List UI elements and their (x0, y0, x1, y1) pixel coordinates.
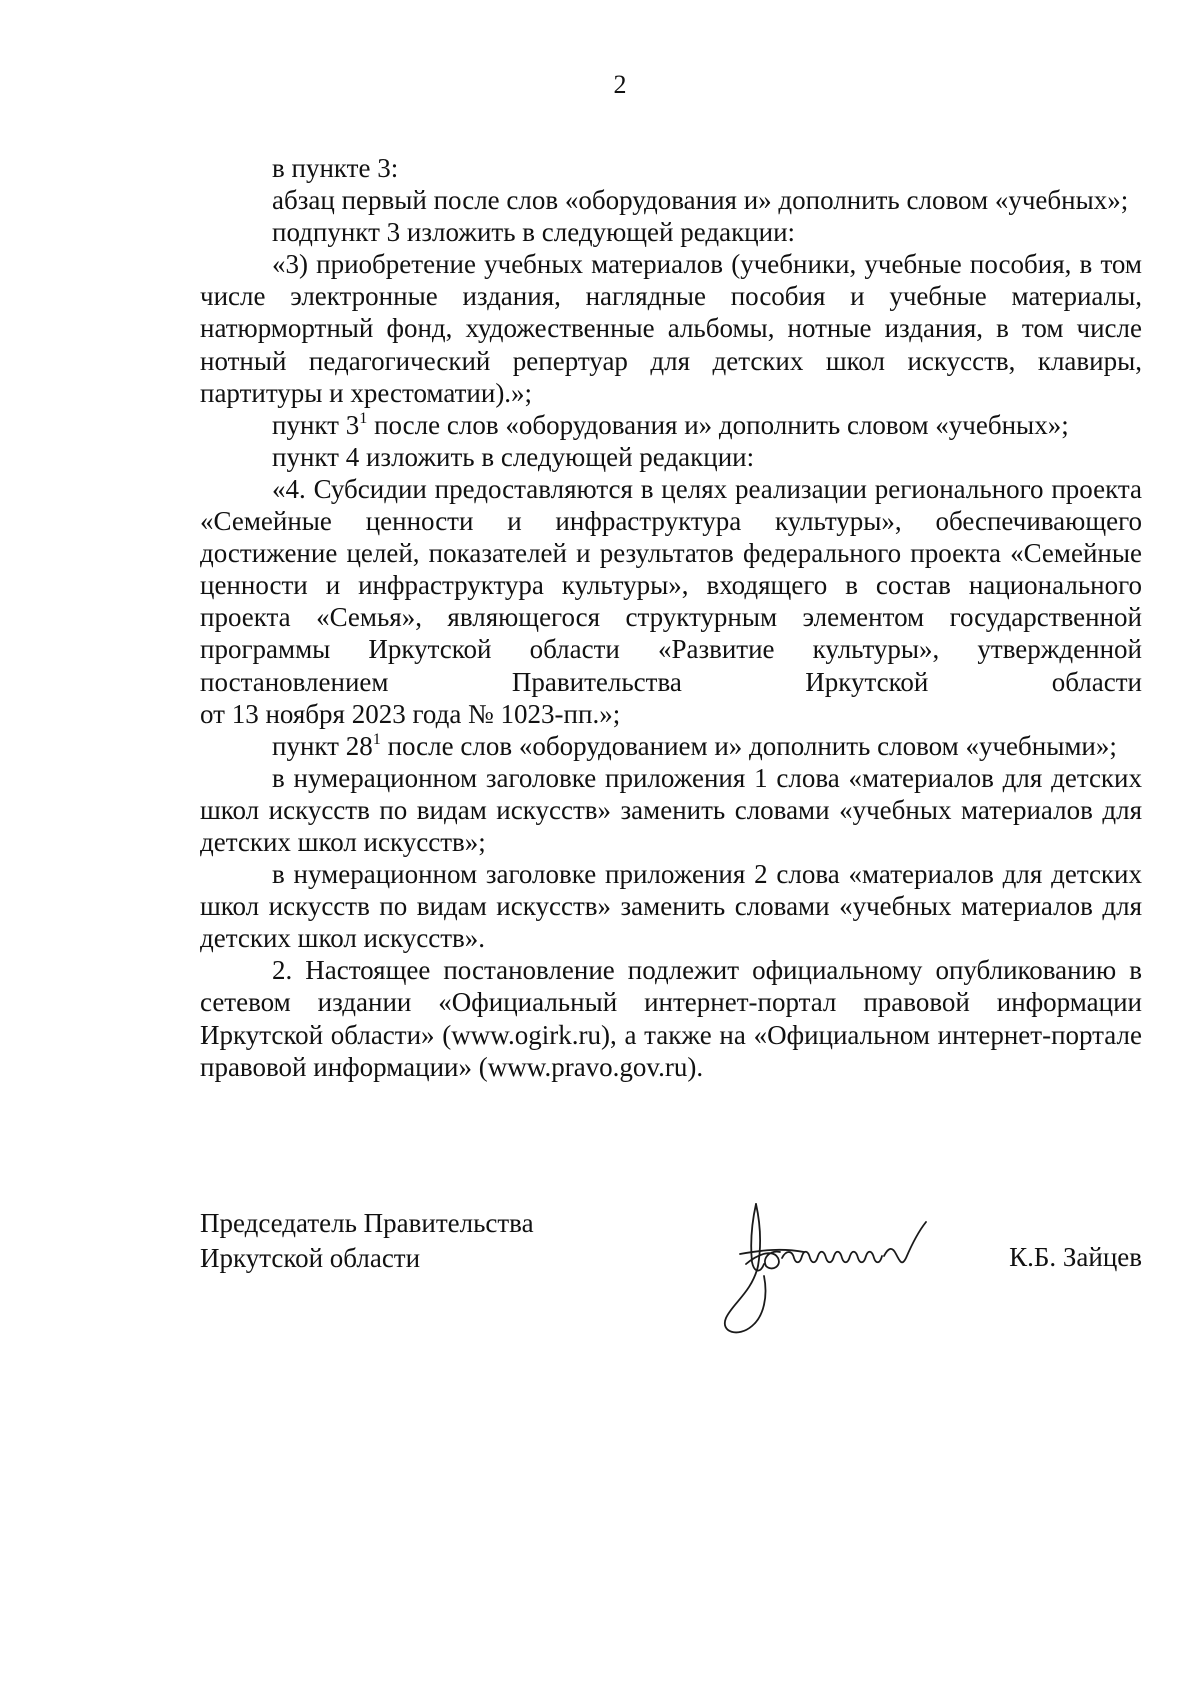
paragraph: 2. Настоящее постановление подлежит официальному опубликованию в сетевом издании «Официальный интернет-портал правовой информации Иркутской области» (www.ogirk.ru), а также на «Официальном интернет-портале правовой информации» (www.pravo.gov.ru). (200, 955, 1142, 1082)
paragraph: абзац первый после слов «оборудования и» дополнить словом «учебных»; (272, 185, 1129, 216)
signatory-name: К.Б. Зайцев (1009, 1242, 1142, 1272)
paragraph: подпункт 3 изложить в следующей редакции: (272, 217, 796, 248)
handwritten-signature (712, 1192, 952, 1342)
paragraph: от 13 ноября 2023 года № 1023-пп.»; (200, 698, 621, 729)
document-body (200, 152, 1142, 1083)
paragraph: в нумерационном заголовке приложения 1 слова «материалов для детских школ искусств по видам искусств» заменить словами «учебных материалов для детских школ искусств»; (200, 762, 1142, 857)
paragraph: пункт 4 изложить в следующей редакции: (272, 441, 755, 472)
paragraph: «3) приобретение учебных материалов (учебники, учебные пособия, в том числе электронные издания, наглядные пособия и учебные материалы, натюрмортный фонд, художественные альбомы, нотные издания, в том числе нотный педагогический репертуар для детских школ искусств, клавиры, партитуры и хрестоматии).»; (200, 249, 1142, 408)
page-number: 2 (613, 70, 627, 99)
paragraph (200, 730, 1142, 762)
signatory-title-line: Председатель Правительства (200, 1208, 534, 1238)
paragraph-text: после слов «оборудования и» дополнить словом «учебных»; (367, 409, 1069, 440)
signatory-title (200, 1206, 534, 1276)
paragraph: «4. Субсидии предоставляются в целях реализации регионального проекта «Семейные ценности и инфраструктура культуры», обеспечивающего достижение целей, показателей и результатов федерального проекта «Семейные ценности и инфраструктура культуры», входящего в состав национального проекта «Семья», являющегося структурным элементом государственной программы Иркутской области «Развитие культуры», утвержденной постановлением Правительства Иркутской области (200, 473, 1142, 697)
paragraph-text: пункт 3 (272, 409, 360, 440)
paragraph (200, 409, 1142, 441)
superscript: 1 (359, 408, 368, 427)
signatory-title-line: Иркутской области (200, 1243, 421, 1273)
paragraph-text: пункт 28 (272, 730, 373, 761)
superscript: 1 (372, 729, 381, 748)
paragraph-text: после слов «оборудованием и» дополнить словом «учебными»; (380, 730, 1117, 761)
paragraph: в нумерационном заголовке приложения 2 слова «материалов для детских школ искусств по видам искусств» заменить словами «учебных материалов для детских школ искусств». (200, 859, 1142, 954)
paragraph: в пункте 3: (272, 153, 399, 183)
